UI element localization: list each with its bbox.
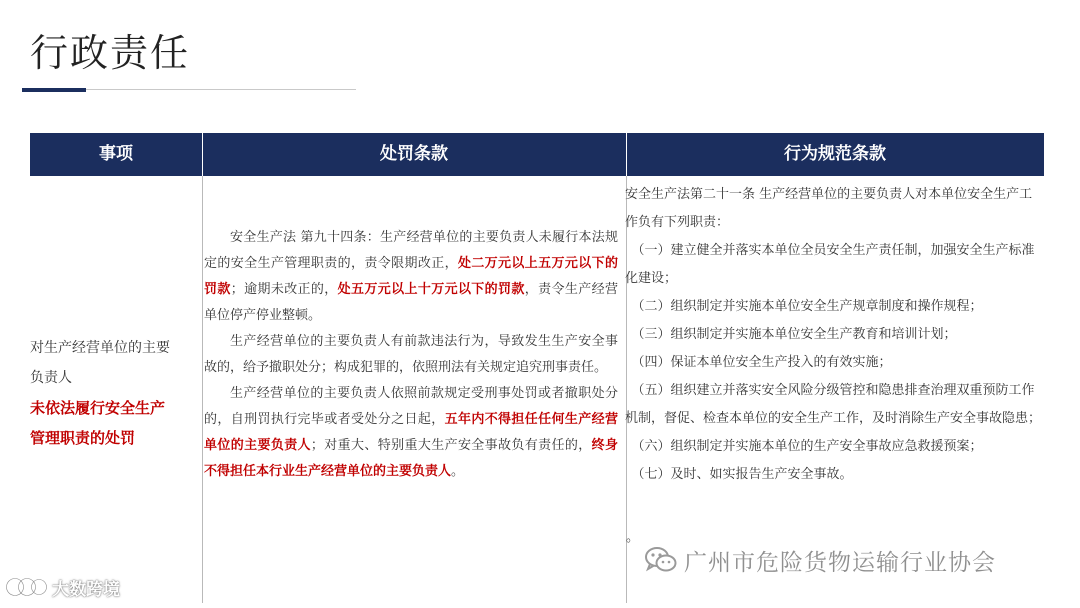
penalty-text: 。	[451, 464, 465, 479]
penalty-emphasis: 处二万元以上五万元以下的罚款	[204, 256, 618, 297]
penalty-text: ；对重大、特别重大生产安全事故负有责任的，	[310, 438, 592, 453]
watermark-brand-text: 大数跨境	[52, 579, 120, 600]
norms-item: （五）组织建立并落实安全风险分级管控和隐患排查治理双重预防工作机制，督促、检查本单位的安全生产工作，及时消除生产安全事故隐患；	[625, 383, 1042, 426]
watermark-wechat	[644, 543, 996, 577]
matter-text: 对生产经营单位的主要	[30, 340, 170, 356]
column-divider	[202, 176, 203, 603]
title-divider-accent	[22, 88, 86, 92]
table-header	[30, 133, 1044, 176]
matter-cell	[30, 333, 198, 453]
penalty-paragraph: 生产经营单位的主要负责人有前款违法行为，导致发生生产安全事故的，给予撤职处分；构成犯罪的，依照刑法有关规定追究刑事责任。	[204, 334, 618, 375]
header-norms: 行为规范条款	[784, 144, 886, 164]
norms-cell	[625, 181, 1041, 489]
penalty-paragraph	[204, 381, 618, 485]
watermark-text: 广州市危险货物运输行业协会	[684, 549, 996, 576]
page-title: 行政责任	[30, 31, 191, 75]
penalty-text: 安全生产法 第九十四条：生产经营单位的主要负责人未履行本法规定的安全生产管理职责的，责令限期改正，	[204, 230, 618, 271]
norms-trailing-mark: 。	[626, 530, 640, 545]
penalty-text: ，责令生产经营单位停产停业整顿。	[204, 282, 618, 323]
dashuju-logo-icon	[6, 575, 48, 599]
matter-text: 负责人	[30, 370, 72, 386]
norms-item: （三）组织制定并实施本单位安全生产教育和培训计划；	[631, 327, 957, 342]
penalty-text: 生产经营单位的主要负责人依照前款规定受刑事处罚或者撤职处分的，自刑罚执行完毕或者受处分之日起，	[204, 386, 618, 427]
norms-item: （六）组织制定并实施本单位的生产安全事故应急救援预案；	[631, 439, 983, 454]
watermark-brand	[6, 572, 120, 602]
matter-emphasis: 管理职责的处罚	[30, 429, 136, 447]
wechat-icon	[644, 545, 678, 575]
norms-item: （二）组织制定并实施本单位安全生产规章制度和操作规程；	[631, 299, 983, 314]
header-penalty: 处罚条款	[380, 144, 448, 164]
penalty-cell	[204, 225, 618, 485]
penalty-paragraph	[204, 225, 618, 329]
header-matter: 事项	[99, 144, 133, 164]
norms-intro: 安全生产法第二十一条 生产经营单位的主要负责人对本单位安全生产工作负有下列职责：	[625, 187, 1033, 230]
penalty-emphasis: 处五万元以上十万元以下的罚款	[337, 282, 525, 297]
matter-emphasis: 未依法履行安全生产	[30, 399, 166, 417]
penalty-text: ；逾期未改正的，	[230, 282, 338, 297]
norms-item: （一）建立健全并落实本单位全员安全生产责任制，加强安全生产标准化建设；	[625, 243, 1035, 286]
norms-item: （七）及时、如实报告生产安全事故。	[631, 467, 853, 482]
responsibility-table	[30, 133, 1044, 603]
norms-item: （四）保证本单位安全生产投入的有效实施；	[631, 355, 892, 370]
penalty-emphasis: 五年内不得担任任何生产经营单位的主要负责人	[204, 412, 618, 453]
penalty-emphasis: 终身不得担任本行业生产经营单位的主要负责人	[204, 438, 618, 479]
